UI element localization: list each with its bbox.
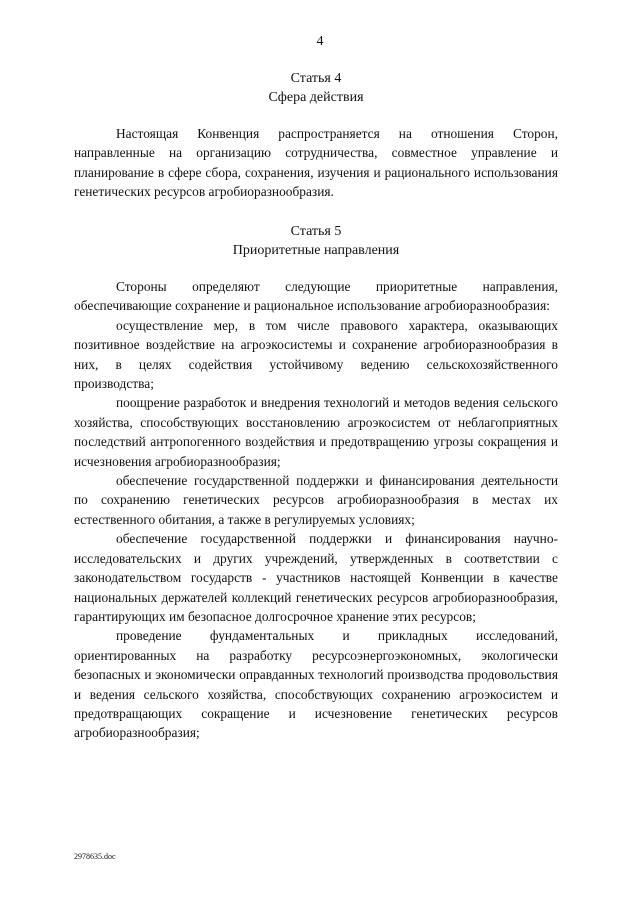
page-number: 4 xyxy=(316,34,324,49)
article-4-title: Статья 4 xyxy=(290,71,342,86)
article-5-heading xyxy=(74,222,558,260)
paragraph: обеспечение государственной поддержки и финансирования научно-исследовательских и других учреждений, утвержденных в соответствии с законодательством государств - участников настоящей Конвенции в качестве национальных держателей коллекций генетических ресурсов агробиоразнообразия, гарантирующих им безопасное долгосрочное хранение этих ресурсов; xyxy=(74,531,558,624)
article-4-text xyxy=(74,124,558,202)
article-5-subtitle: Приоритетные направления xyxy=(232,243,400,258)
paragraph: Настоящая Конвенция распространяется на отношения Сторон, направленные на организацию сотрудничества, совместное управление и планирование в сфере сбора, сохранения, изучения и рационального использования генетических ресурсов агробиоразнообразия. xyxy=(74,126,558,200)
paragraph: Стороны определяют следующие приоритетные направления, обеспечивающие сохранение и рациональное использование агробиоразнообразия: xyxy=(74,279,558,314)
article-4-heading xyxy=(74,69,558,107)
file-code-footer: 2978635.doc xyxy=(74,852,116,861)
article-5-text xyxy=(74,277,558,743)
article-4-subtitle: Сфера действия xyxy=(268,90,364,105)
paragraph: осуществление мер, в том числе правового характера, оказывающих позитивное воздействие на агроэкосистемы и сохранение агробиоразнообразия в них, в целях содействия устойчивому ведению сельскохозяйственного производства; xyxy=(74,317,558,392)
paragraph: поощрение разработок и внедрения технологий и методов ведения сельского хозяйства, способствующих восстановлению агроэкосистем от неблагоприятных последствий антропогенного воздействия и предотвращению угрозы сокращения и исчезновения агробиоразнообразия; xyxy=(74,395,558,469)
article-5-title: Статья 5 xyxy=(290,224,342,239)
paragraph: обеспечение государственной поддержки и финансирования деятельности по сохранению генетических ресурсов агробиоразнообразия в местах их естественного обитания, а также в регулируемых условиях; xyxy=(74,473,558,527)
paragraph: проведение фундаментальных и прикладных исследований, ориентированных на разработку ресурсоэнергоэкономных, экологически безопасных и экономически оправданных технологий производства продовольствия и ведения сельского хозяйства, способствующих сохранению агроэкосистем и предотвращающих сокращение и исчезновение генетических ресурсов агробиоразнообразия; xyxy=(74,628,558,741)
